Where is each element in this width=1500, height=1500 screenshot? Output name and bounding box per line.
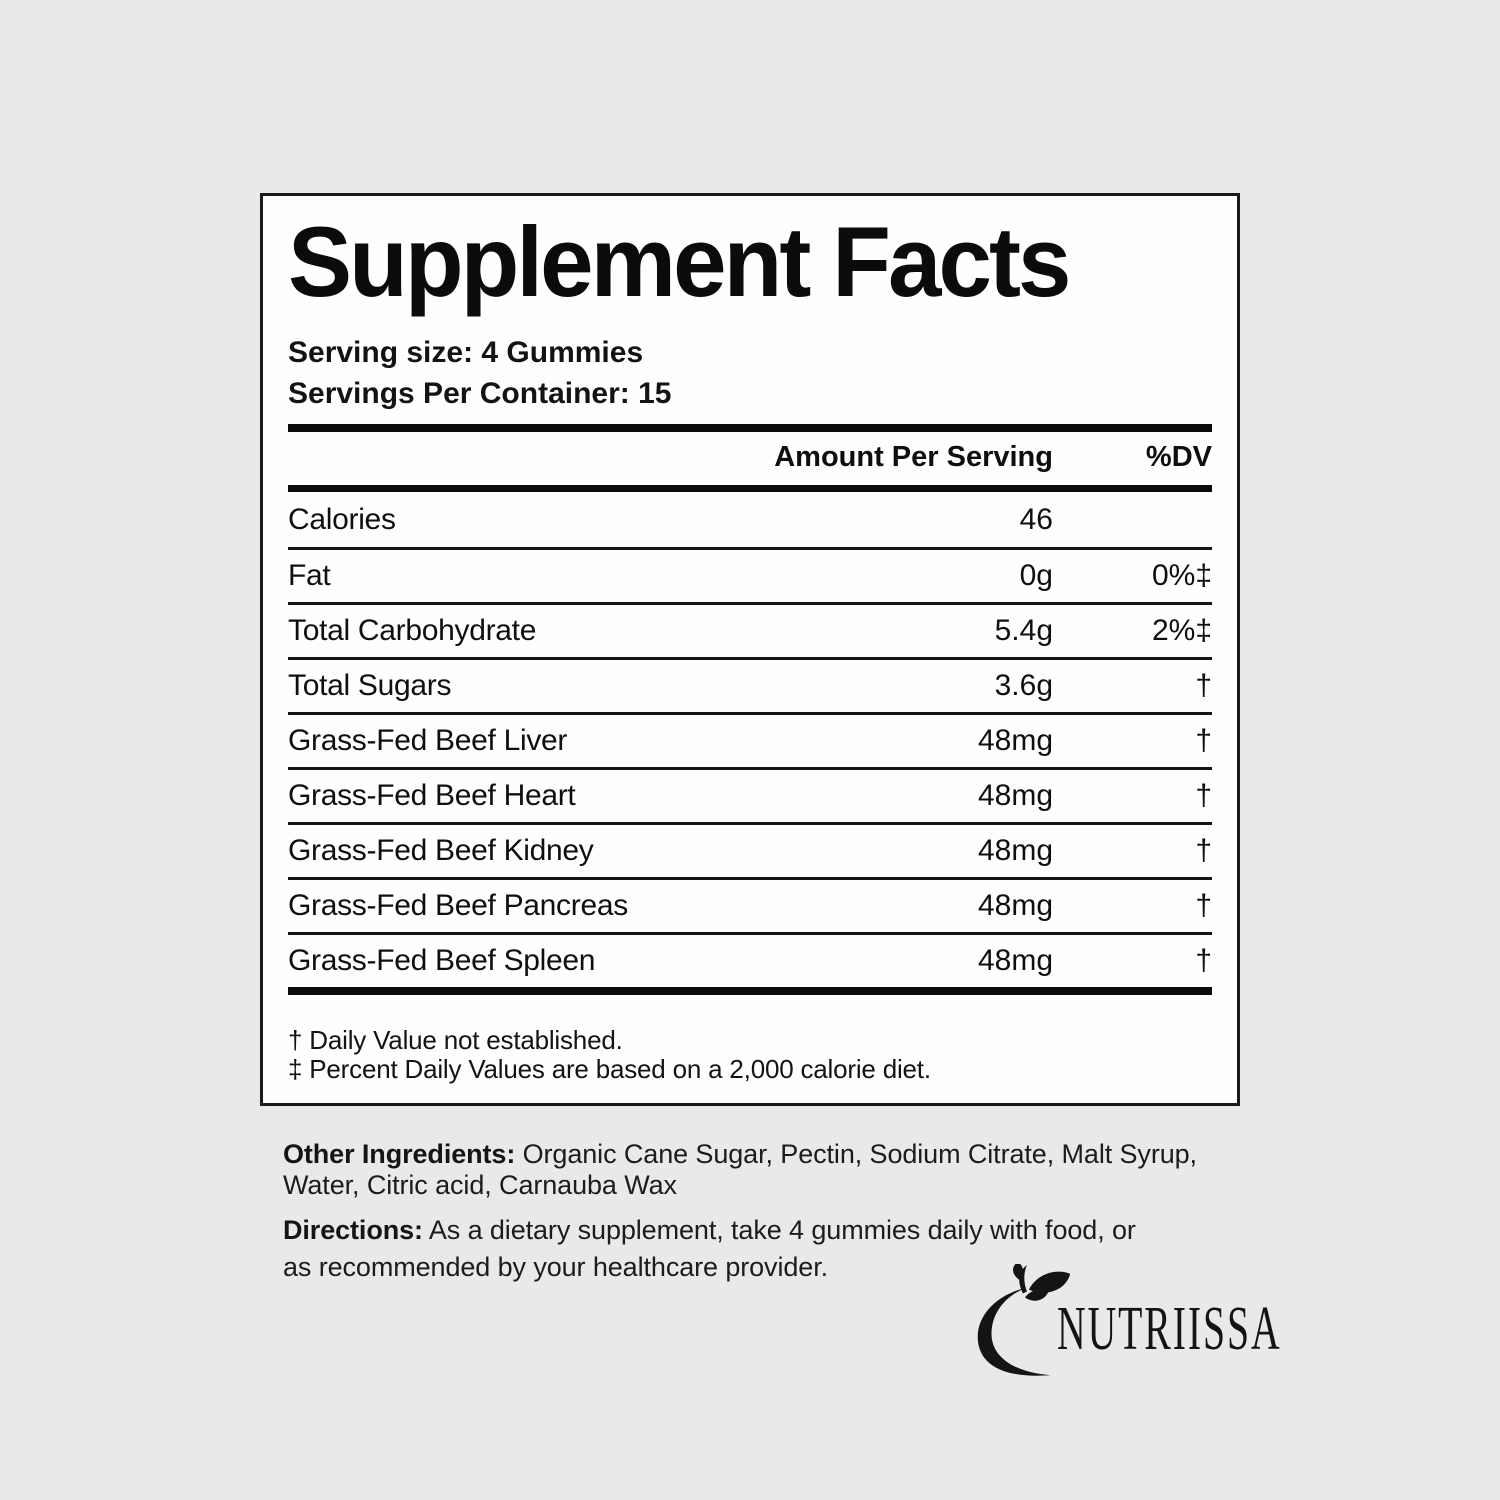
table-row-total-carbohydrate bbox=[288, 602, 1212, 657]
table-row-beef-kidney bbox=[288, 822, 1212, 877]
percent-dv-header: %DV bbox=[1145, 441, 1212, 473]
nutrient-dv: † bbox=[1195, 669, 1212, 702]
nutrient-amount: 0g bbox=[1019, 559, 1053, 592]
nutrient-dv: † bbox=[1195, 834, 1212, 867]
nutrient-table bbox=[288, 492, 1212, 987]
supplement-facts-panel bbox=[260, 193, 1240, 1106]
panel-title: Supplement Facts bbox=[288, 206, 1069, 317]
nutrient-label: Fat bbox=[288, 559, 331, 592]
directions-label: Directions: bbox=[283, 1215, 423, 1245]
table-row-beef-pancreas bbox=[288, 877, 1212, 932]
table-row-beef-heart bbox=[288, 767, 1212, 822]
nutrient-label: Grass-Fed Beef Heart bbox=[288, 779, 576, 812]
nutrient-amount: 3.6g bbox=[994, 669, 1053, 702]
footnote-dagger: † Daily Value not established. bbox=[288, 1025, 623, 1055]
nutrient-amount: 48mg bbox=[977, 724, 1053, 757]
nutrient-label: Total Carbohydrate bbox=[288, 614, 537, 647]
nutrient-label: Grass-Fed Beef Liver bbox=[288, 724, 568, 757]
table-row-beef-liver bbox=[288, 712, 1212, 767]
nutrient-amount: 48mg bbox=[977, 889, 1053, 922]
directions-text: As a dietary supplement, take 4 gummies daily with food, or as recommended by your healthcare provider. bbox=[283, 1215, 1136, 1282]
nutrient-dv: † bbox=[1195, 944, 1212, 977]
nutrient-dv: † bbox=[1195, 779, 1212, 812]
table-row-beef-spleen bbox=[288, 932, 1212, 987]
servings-per-container: Servings Per Container: 15 bbox=[288, 377, 672, 410]
table-row-fat bbox=[288, 547, 1212, 602]
nutrient-amount: 5.4g bbox=[994, 614, 1053, 647]
nutrient-amount: 48mg bbox=[977, 944, 1053, 977]
serving-info bbox=[288, 332, 1212, 414]
nutrient-amount: 48mg bbox=[977, 834, 1053, 867]
footnote-double-dagger: ‡ Percent Daily Values are based on a 2,000 calorie diet. bbox=[288, 1054, 931, 1084]
nutrient-dv: † bbox=[1195, 889, 1212, 922]
table-row-total-sugars bbox=[288, 657, 1212, 712]
table-header-row bbox=[288, 432, 1212, 485]
nutrient-amount: 48mg bbox=[977, 779, 1053, 812]
serving-size: Serving size: 4 Gummies bbox=[288, 336, 644, 369]
nutrient-label: Grass-Fed Beef Kidney bbox=[288, 834, 594, 867]
amount-per-serving-header: Amount Per Serving bbox=[774, 441, 1053, 473]
nutrient-dv: 0%‡ bbox=[1151, 559, 1212, 592]
nutrient-label: Total Sugars bbox=[288, 669, 452, 702]
divider-thick-top bbox=[288, 424, 1212, 432]
nutrient-dv: † bbox=[1195, 724, 1212, 757]
nutrient-label: Grass-Fed Beef Spleen bbox=[288, 944, 596, 977]
brand-logo bbox=[962, 1258, 1322, 1388]
nutrient-label: Calories bbox=[288, 502, 396, 536]
table-row-calories bbox=[288, 492, 1212, 547]
nutrient-dv: 2%‡ bbox=[1151, 614, 1212, 647]
brand-name: NUTRIISSA bbox=[1057, 1295, 1282, 1363]
other-ingredients bbox=[283, 1139, 1248, 1201]
nutrient-amount: 46 bbox=[1019, 502, 1053, 536]
divider-thick-under-header bbox=[288, 485, 1212, 492]
other-ingredients-label: Other Ingredients: bbox=[283, 1139, 516, 1169]
footnotes bbox=[288, 1026, 1212, 1084]
other-ingredients-text: Organic Cane Sugar, Pectin, Sodium Citrate, Malt Syrup, Water, Citric acid, Carnauba Wax bbox=[283, 1139, 1197, 1200]
nutrient-label: Grass-Fed Beef Pancreas bbox=[288, 889, 628, 922]
divider-thick-bottom bbox=[288, 987, 1212, 995]
